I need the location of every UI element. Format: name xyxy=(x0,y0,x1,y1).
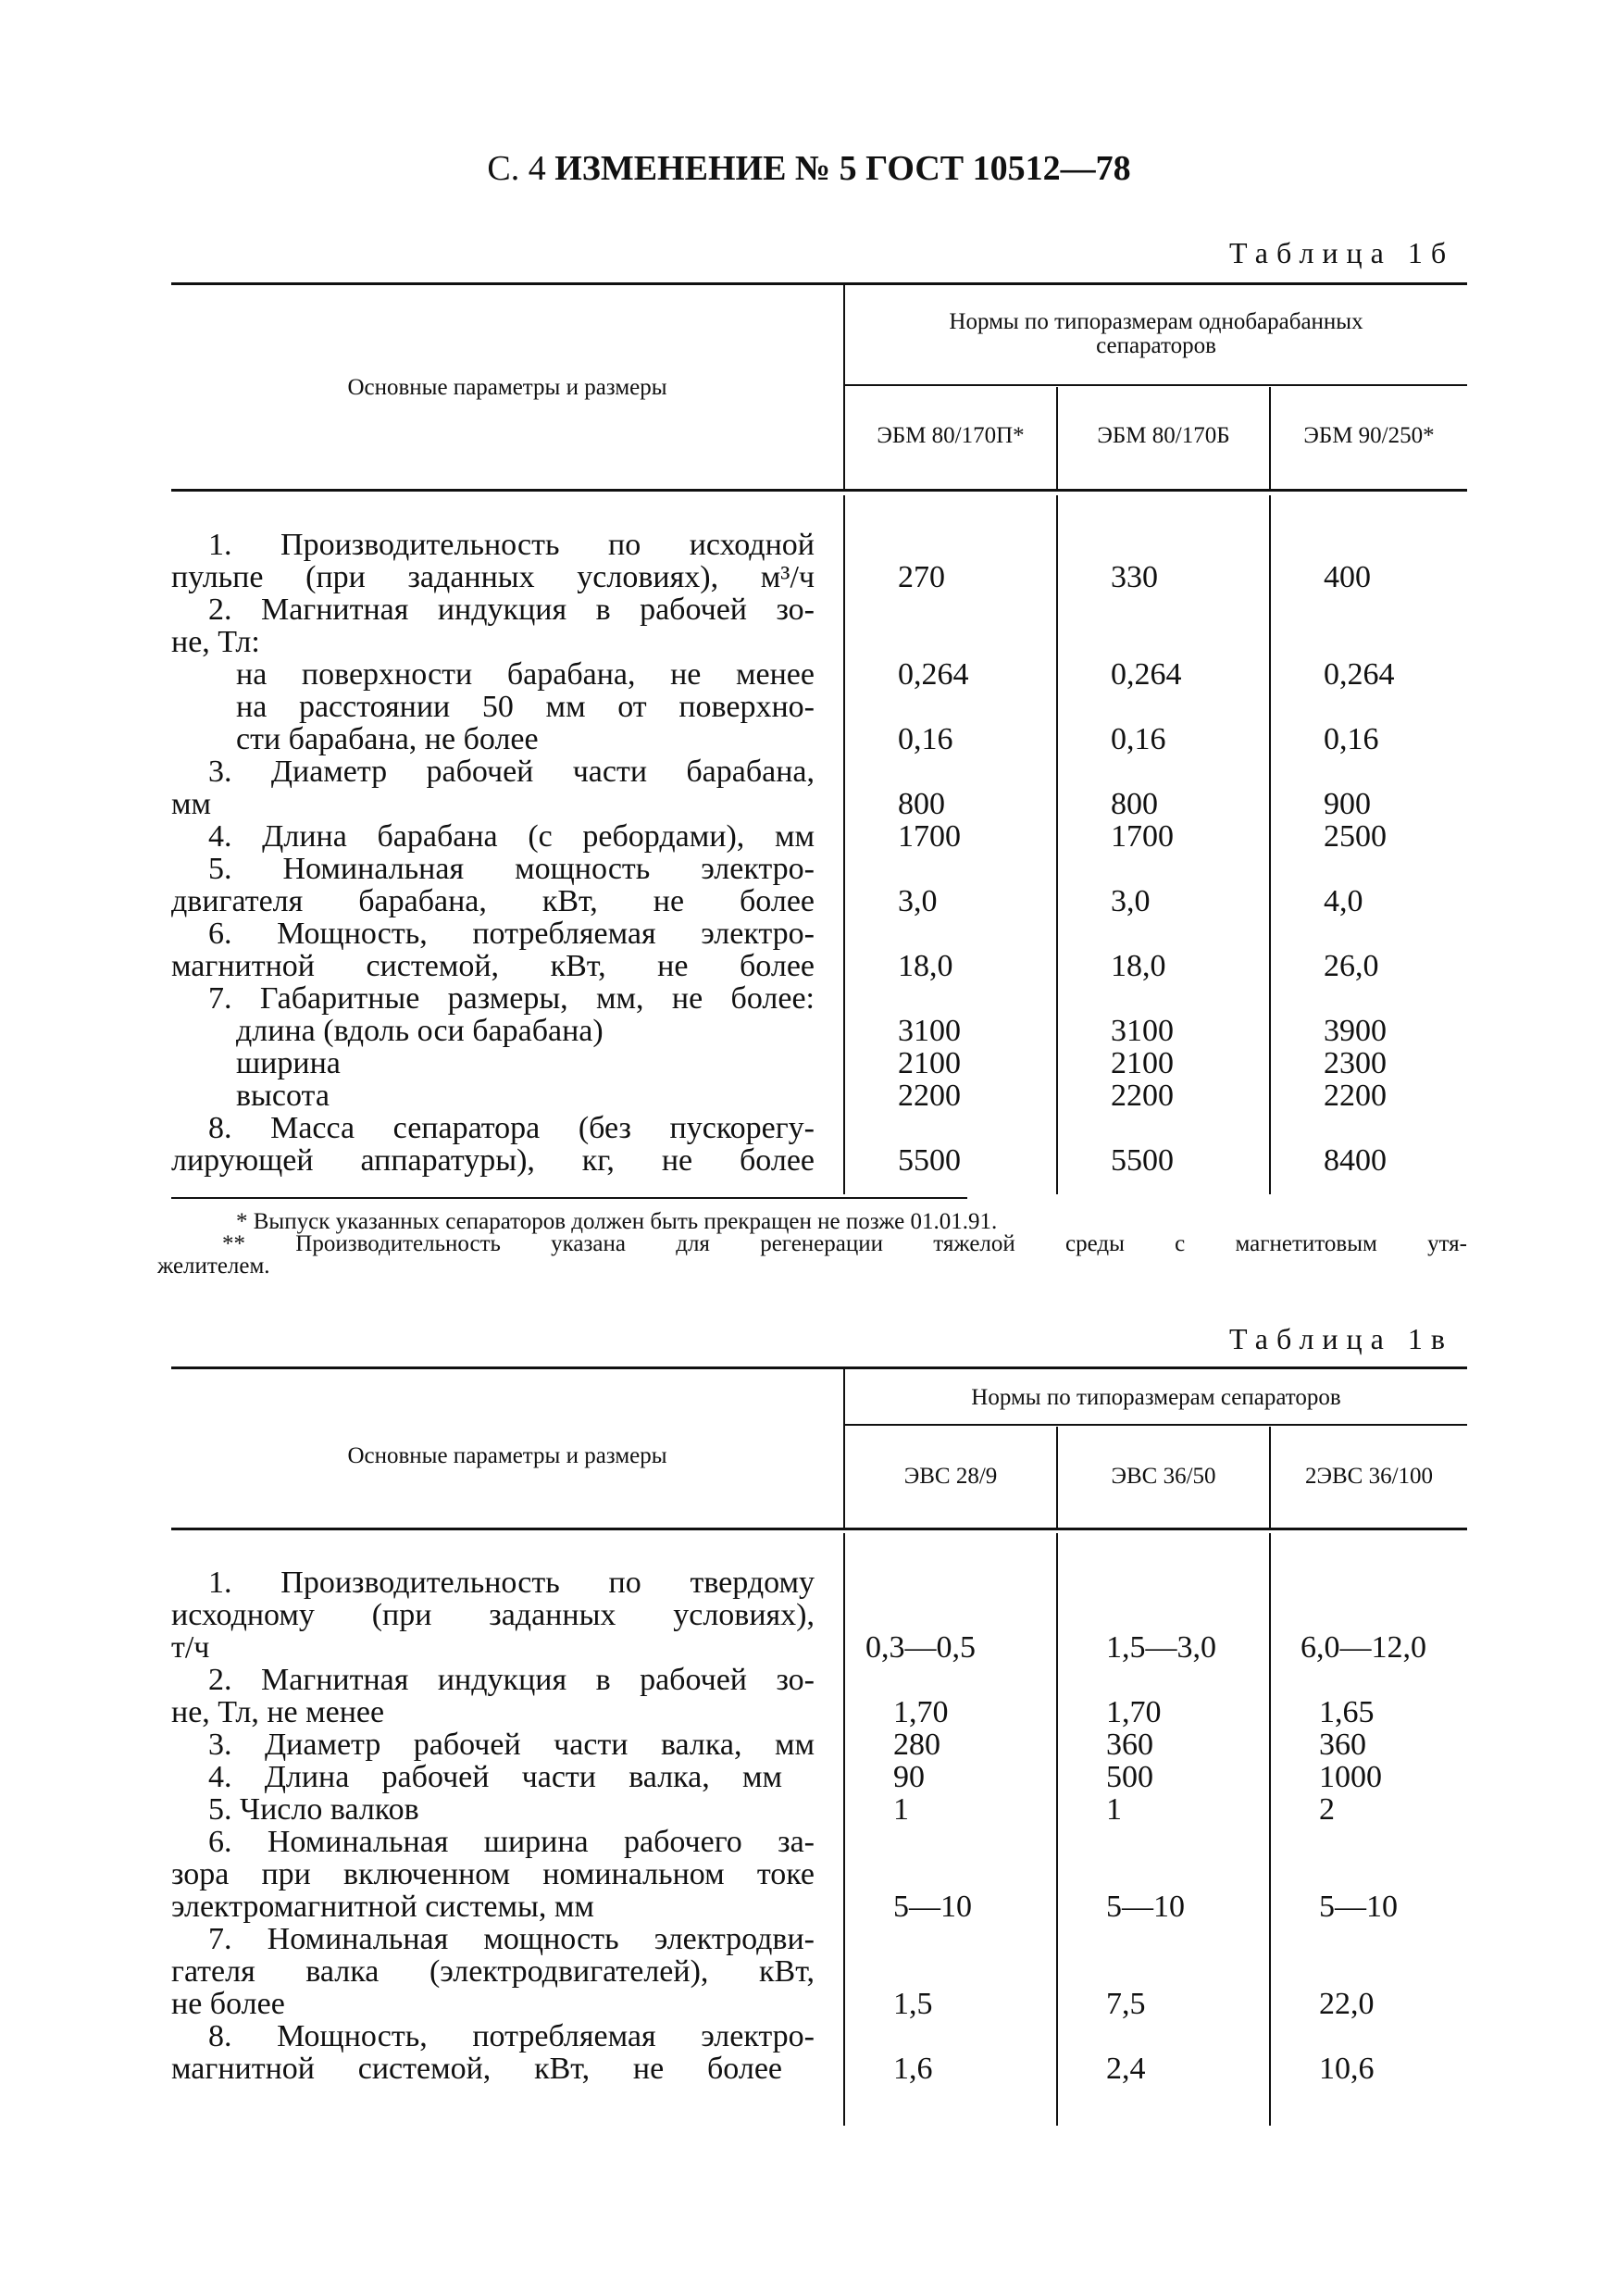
table-1v-param-line: зора при включенном номинальном токе xyxy=(171,1857,815,1891)
table-1b-param-line: 7. Габаритные размеры, мм, не более: xyxy=(208,981,815,1016)
table-1v-cell: 1,70 xyxy=(893,1695,949,1729)
table-1v-cell: 1 xyxy=(893,1792,909,1827)
table-1v-param-line: 5. Число валков xyxy=(208,1792,419,1827)
table-1v-cell: 1000 xyxy=(1319,1760,1382,1794)
table-1b-cell: 400 xyxy=(1324,560,1371,594)
table-1v-vline xyxy=(843,1533,845,2126)
table-1v-col-header: 2ЭВС 36/100 xyxy=(1304,1464,1434,1489)
table-1b-top-rule xyxy=(171,282,1467,285)
table-1b-cell: 2500 xyxy=(1324,819,1387,854)
table-1b-param-line: 8. Масса сепаратора (без пускорегу- xyxy=(208,1111,815,1145)
table-1b-param-line: пульпе (при заданных условиях), м³/ч xyxy=(171,560,815,594)
table-1v-vline xyxy=(1269,1533,1271,2126)
table-1v-cell: 0,3—0,5 xyxy=(865,1630,976,1665)
table-1b-param-line: ширина xyxy=(236,1046,341,1080)
page-header xyxy=(0,148,1618,189)
table-1b-param-header: Основные параметры и размеры xyxy=(347,375,667,400)
table-1b-group-header-line: сепараторов xyxy=(1096,333,1216,358)
table-1b-param-line: 3. Диаметр рабочей части барабана, xyxy=(208,755,815,789)
table-1b-cell: 800 xyxy=(1111,787,1158,821)
table-1v-param-line: 8. Мощность, потребляемая электро- xyxy=(208,2019,815,2053)
table-1b-param-line: сти барабана, не более xyxy=(236,722,539,756)
table-1b-cell: 800 xyxy=(898,787,945,821)
table-1b-footnote-rule xyxy=(171,1197,967,1199)
table-1b-cell: 2200 xyxy=(1324,1079,1387,1113)
table-1v-param-line: не, Тл, не менее xyxy=(171,1695,385,1729)
table-1v-cell: 360 xyxy=(1106,1728,1153,1762)
table-1v-cell: 6,0—12,0 xyxy=(1301,1630,1426,1665)
table-1b-cell: 0,16 xyxy=(898,722,953,756)
table-1b-cell: 4,0 xyxy=(1324,884,1363,918)
table-1b-vline xyxy=(1056,495,1058,1194)
table-1b-cell: 0,16 xyxy=(1324,722,1379,756)
table-1v-cell: 5—10 xyxy=(893,1890,972,1924)
table-1v-cell: 1 xyxy=(1106,1792,1122,1827)
table-1b-param-line: 5. Номинальная мощность электро- xyxy=(208,852,815,886)
table-1b-cell: 5500 xyxy=(1111,1143,1174,1178)
table-1b-caption: Таблица 1б xyxy=(1229,236,1455,269)
document-title: ИЗМЕНЕНИЕ № 5 ГОСТ 10512—78 xyxy=(554,149,1131,188)
table-1v-cell: 360 xyxy=(1319,1728,1366,1762)
table-1b-param-line: на поверхности барабана, не менее xyxy=(236,657,815,692)
table-1b-cell: 3,0 xyxy=(1111,884,1151,918)
table-1v-col-header: ЭВС 28/9 xyxy=(903,1464,998,1489)
table-1b-param-line: 1. Производительность по исходной xyxy=(208,528,815,562)
table-1b-param-line: не, Тл: xyxy=(171,625,260,659)
table-1v-cell: 90 xyxy=(893,1760,925,1794)
table-1b-cell: 26,0 xyxy=(1324,949,1379,983)
table-1v-param-line: 4. Длина рабочей части валка, мм xyxy=(208,1760,782,1794)
table-1b-vline xyxy=(843,495,845,1194)
table-1v-group-rule xyxy=(845,1424,1467,1426)
table-1b-cell: 18,0 xyxy=(1111,949,1166,983)
table-1b-cell: 2200 xyxy=(1111,1079,1174,1113)
table-1b-col-header: ЭБМ 80/170П* xyxy=(877,423,1025,448)
table-1b-cell: 3100 xyxy=(1111,1014,1174,1048)
table-1b-param-line: мм xyxy=(171,787,212,821)
table-1b-cell: 0,264 xyxy=(898,657,969,692)
table-1b-cell: 0,264 xyxy=(1111,657,1182,692)
table-1b-cell: 1700 xyxy=(1111,819,1174,854)
table-1v-cell: 1,6 xyxy=(893,2052,933,2086)
table-1b-group-rule xyxy=(845,384,1467,386)
table-1b-param-line: двигателя барабана, кВт, не более xyxy=(171,884,815,918)
table-1b-cell: 3100 xyxy=(898,1014,961,1048)
table-1b-param-line: магнитной системой, кВт, не более xyxy=(171,949,815,983)
table-1v-cell: 10,6 xyxy=(1319,2052,1375,2086)
table-1b-param-line: на расстоянии 50 мм от поверхно- xyxy=(236,690,815,724)
table-1b-cell: 5500 xyxy=(898,1143,961,1178)
table-1b-footnote: * Выпуск указанных сепараторов должен быть прекращен не позже 01.01.91. xyxy=(236,1209,998,1234)
table-1b-header-rule xyxy=(171,489,1467,492)
table-1b-param-line: лирующей аппаратуры), кг, не более xyxy=(171,1143,815,1178)
table-1v-cell: 1,65 xyxy=(1319,1695,1375,1729)
page-number: С. 4 xyxy=(487,149,546,188)
table-1b-cell: 3,0 xyxy=(898,884,938,918)
table-1b-group-header-line: Нормы по типоразмерам однобарабанных xyxy=(949,309,1363,334)
table-1b-cell: 2300 xyxy=(1324,1046,1387,1080)
table-1v-header-rule xyxy=(171,1528,1467,1530)
table-1v-cell: 1,5—3,0 xyxy=(1106,1630,1216,1665)
table-1v-param-line: магнитной системой, кВт, не более xyxy=(171,2052,782,2086)
table-1b-group-header xyxy=(845,310,1467,358)
table-1b-cell: 2100 xyxy=(898,1046,961,1080)
table-1b-vline xyxy=(1269,495,1271,1194)
table-1v-param-line: электромагнитной системы, мм xyxy=(171,1890,594,1924)
table-1v-param-line: 6. Номинальная ширина рабочего за- xyxy=(208,1825,815,1859)
table-1b-cell: 8400 xyxy=(1324,1143,1387,1178)
table-1b-cell: 0,16 xyxy=(1111,722,1166,756)
table-1b-cell: 270 xyxy=(898,560,945,594)
table-1v-param-line: 7. Номинальная мощность электродви- xyxy=(208,1922,815,1956)
table-1v-cell: 2 xyxy=(1319,1792,1335,1827)
table-1v-cell: 500 xyxy=(1106,1760,1153,1794)
table-1b-cell: 0,264 xyxy=(1324,657,1395,692)
table-1v-cell: 280 xyxy=(893,1728,940,1762)
table-1v-vline xyxy=(1056,1533,1058,2126)
table-1v-param-line: 2. Магнитная индукция в рабочей зо- xyxy=(208,1663,815,1697)
table-1b-cell: 900 xyxy=(1324,787,1371,821)
table-1b-param-line: длина (вдоль оси барабана) xyxy=(236,1014,604,1048)
table-1v-col-header: ЭВС 36/50 xyxy=(1111,1464,1216,1489)
table-1v-cell: 2,4 xyxy=(1106,2052,1146,2086)
table-1b-footnote: желителем. xyxy=(157,1254,270,1279)
table-1b-col-header: ЭБМ 90/250* xyxy=(1303,423,1435,448)
table-1b-col-header: ЭБМ 80/170Б xyxy=(1097,423,1230,448)
table-1v-top-rule xyxy=(171,1366,1467,1369)
table-1v-cell: 5—10 xyxy=(1319,1890,1398,1924)
table-1v-param-line: т/ч xyxy=(171,1630,210,1665)
table-1v-group-header: Нормы по типоразмерам сепараторов xyxy=(971,1385,1341,1410)
table-1v-param-header: Основные параметры и размеры xyxy=(347,1443,667,1468)
table-1v-cell: 22,0 xyxy=(1319,1987,1375,2021)
table-1b-cell: 1700 xyxy=(898,819,961,854)
table-1b-cell: 330 xyxy=(1111,560,1158,594)
table-1b-param-line: 4. Длина барабана (с ребордами), мм xyxy=(208,819,815,854)
table-1b-cell: 2200 xyxy=(898,1079,961,1113)
table-1b-cell: 3900 xyxy=(1324,1014,1387,1048)
table-1v-param-line: 1. Производительность по твердому xyxy=(208,1566,815,1600)
table-1v-caption: Таблица 1в xyxy=(1229,1322,1453,1355)
table-1v-cell: 7,5 xyxy=(1106,1987,1146,2021)
table-1v-cell: 1,5 xyxy=(893,1987,933,2021)
table-1b-footnote: ** Производительность указана для регенерации тяжелой среды с магнетитовым утя- xyxy=(222,1231,1467,1256)
table-1b-cell: 18,0 xyxy=(898,949,953,983)
table-1v-param-line: исходному (при заданных условиях), xyxy=(171,1598,815,1632)
table-1v-cell: 1,70 xyxy=(1106,1695,1162,1729)
table-1b-param-line: 6. Мощность, потребляемая электро- xyxy=(208,917,815,951)
table-1v-param-line: не более xyxy=(171,1987,285,2021)
table-1b-param-line: высота xyxy=(236,1079,330,1113)
table-1v-cell: 5—10 xyxy=(1106,1890,1185,1924)
table-1b-param-line: 2. Магнитная индукция в рабочей зо- xyxy=(208,593,815,627)
table-1v-param-line: 3. Диаметр рабочей части валка, мм xyxy=(208,1728,815,1762)
table-1v-param-line: гателя валка (электродвигателей), кВт, xyxy=(171,1954,815,1989)
table-1b-cell: 2100 xyxy=(1111,1046,1174,1080)
